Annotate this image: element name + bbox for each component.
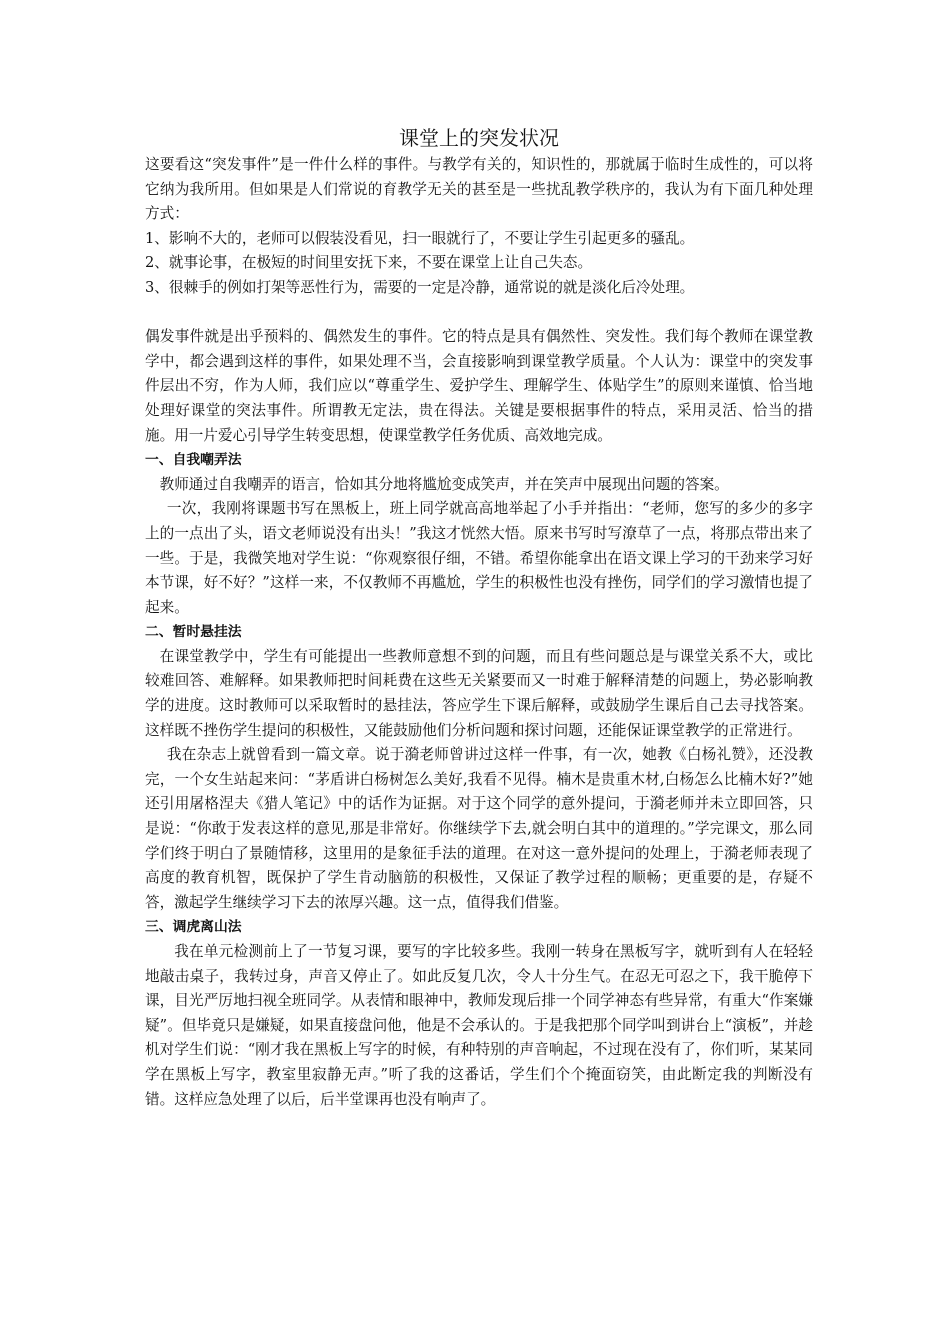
overview-paragraph: 偶发事件就是出乎预料的、偶然发生的事件。它的特点是具有偶然性、突发性。我们每个教师在课堂教学中，都会遇到这样的事件，如果处理不当，会直接影响到课堂教学质量。个人认为：课堂中的突发事件层出不穷，作为人师，我们应以“尊重学生、爱护学生、理解学生、体贴学生”的原则来谨慎、恰当地处理好课堂的突法事件。所谓教无定法，贵在得法。关键是要根据事件的特点，采用灵活、恰当的措施。用一片爱心引导学生转变思想，使课堂教学任务优质、高效地完成。 [145,328,813,444]
section2-paragraph: 在课堂教学中，学生有可能提出一些教师意想不到的问题，而且有些问题总是与课堂关系不大，或比较难回答、难解释。如果教师把时间耗费在这些无关紧要而又一时难于解释清楚的问题上，势必影响教学的进度。这时教师可以采取暂时的悬挂法，答应学生下课后解释，或鼓励学生课后自己去寻找答案。这样既不挫伤学生提问的积极性，又能鼓励他们分析问题和探讨问题，还能保证课堂教学的正常进行。 [145,647,813,739]
intro-paragraph: 这要看这“突发事件”是一件什么样的事件。与教学有关的，知识性的，那就属于临时生成性的，可以将它纳为我所用。但如果是人们常说的育教学无关的甚至是一些扰乱教学秩序的，我认为有下面几种处理方式： [145,156,813,223]
document-title: 课堂上的突发状况 [399,126,559,150]
section1-paragraph: 教师通过自我嘲弄的语言，恰如其分地将尴尬变成笑声，并在笑声中展现出问题的答案。 [159,475,729,493]
section2-paragraph: 我在杂志上就曾看到一篇文章。说于漪老师曾讲过这样一件事，有一次，她教《白杨礼赞》，还没教完，一个女生站起来问：“茅盾讲白杨树怎么美好,我看不见得。楠木是贵重木材,白杨怎么比楠木好?”她还引用屠格涅夫《猎人笔记》中的话作为证据。对于这个同学的意外提问，于漪老师并未立即回答，只是说：“你敢于发表这样的意见,那是非常好。你继续学下去,就会明白其中的道理的。”学完课文，那么同学们终于明白了景随情移，这里用的是象征手法的道理。在对这一意外提问的处理上，于漪老师表现了高度的教育机智，既保护了学生肯动脑筋的积极性，又保证了教学过程的顺畅；更重要的是，存疑不答，激起学生继续学习下去的浓厚兴趣。这一点，值得我们借鉴。 [145,746,813,911]
list-item: 3、很棘手的例如打架等恶性行为，需要的一定是冷静，通常说的就是淡化后冷处理。 [145,278,695,296]
blank-line [145,301,813,326]
section-heading-self-mockery: 一、自我嘲弄法 [145,452,242,469]
section-heading-lure-tiger: 三、调虎离山法 [145,919,242,936]
list-item: 1、影响不大的，老师可以假装没看见，扫一眼就行了，不要让学生引起更多的骚乱。 [145,229,695,247]
section3-paragraph: 我在单元检测前上了一节复习课，要写的字比较多些。我刚一转身在黑板写字，就听到有人在轻轻地敲击桌子，我转过身，声音又停止了。如此反复几次，令人十分生气。在忍无可忍之下，我干脆停下课，目光严厉地扫视全班同学。从表情和眼神中，教师发现后排一个同学神态有些异常，有重大“作案嫌疑”。但毕竟只是嫌疑，如果直接盘问他，他是不会承认的。于是我把那个同学叫到讲台上“演板”，并趁机对学生们说：“刚才我在黑板上写字的时候，有种特别的声音响起，不过现在没有了，你们听，某某同学在黑板上写字，教室里寂静无声。”听了我的这番话，学生们个个掩面窃笑，由此断定我的判断没有错。这样应急处理了以后，后半堂课再也没有响声了。 [145,943,813,1108]
section1-paragraph: 一次，我刚将课题书写在黑板上，班上同学就高高地举起了小手并指出：“老师，您写的多少的多字上的一点出了头，语文老师说没有出头！”我这才恍然大悟。原来书写时写潦草了一点，将那点带出来了一些。于是，我微笑地对学生说：“你观察很仔细，不错。希望你能拿出在语文课上学习的干劲来学习好本节课，好不好？”这样一来，不仅教师不再尴尬，学生的积极性也没有挫伤，同学们的学习激情也提了起来。 [145,500,813,616]
section-heading-temporary-suspension: 二、暂时悬挂法 [145,624,242,641]
list-item: 2、就事论事，在极短的时间里安抚下来，不要在课堂上让自己失态。 [145,254,593,272]
document-page [145,124,813,1112]
